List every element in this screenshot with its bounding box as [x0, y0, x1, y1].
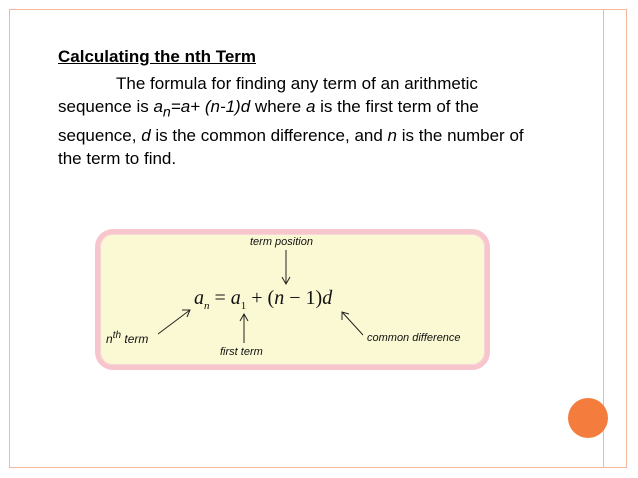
para-text-1: The formula for finding any term of an arithmetic sequence is	[58, 74, 478, 116]
para-formula: =a+ (n-1)d	[170, 97, 251, 116]
label-first-term: first term	[220, 346, 263, 358]
formula-sub-n: n	[204, 300, 210, 312]
formula-plus: + (	[246, 287, 275, 309]
para-var-a2: a	[305, 97, 316, 116]
para-var-a: a	[153, 97, 163, 116]
arrow-common-difference	[342, 312, 363, 335]
slide-title: Calculating the nth Term	[58, 47, 257, 66]
para-text-2: where	[250, 97, 306, 116]
nth-sup: th	[112, 330, 122, 341]
para-text-4: is the common difference, and	[150, 126, 388, 146]
label-common-difference: common difference	[367, 332, 461, 344]
para-text-3: is the first term of the sequence,	[58, 97, 479, 146]
formula-sub-1: 1	[240, 300, 247, 312]
para-sub-n: n	[162, 104, 171, 121]
label-term-position: term position	[250, 236, 313, 248]
para-text-5: is the number of the term to find.	[58, 126, 524, 169]
formula-equals: =	[209, 287, 231, 309]
formula-minus: − 1)	[284, 287, 323, 309]
nth-term-word: term	[121, 332, 149, 346]
para-var-n: n	[387, 126, 397, 146]
formula-a1: a	[230, 287, 241, 309]
formula-n: n	[274, 287, 285, 309]
arrow-nth-term	[158, 310, 190, 334]
nth-n: n	[106, 332, 113, 346]
formula-a: a	[194, 287, 204, 309]
formula-d: d	[322, 287, 333, 309]
para-var-d: d	[141, 126, 151, 146]
